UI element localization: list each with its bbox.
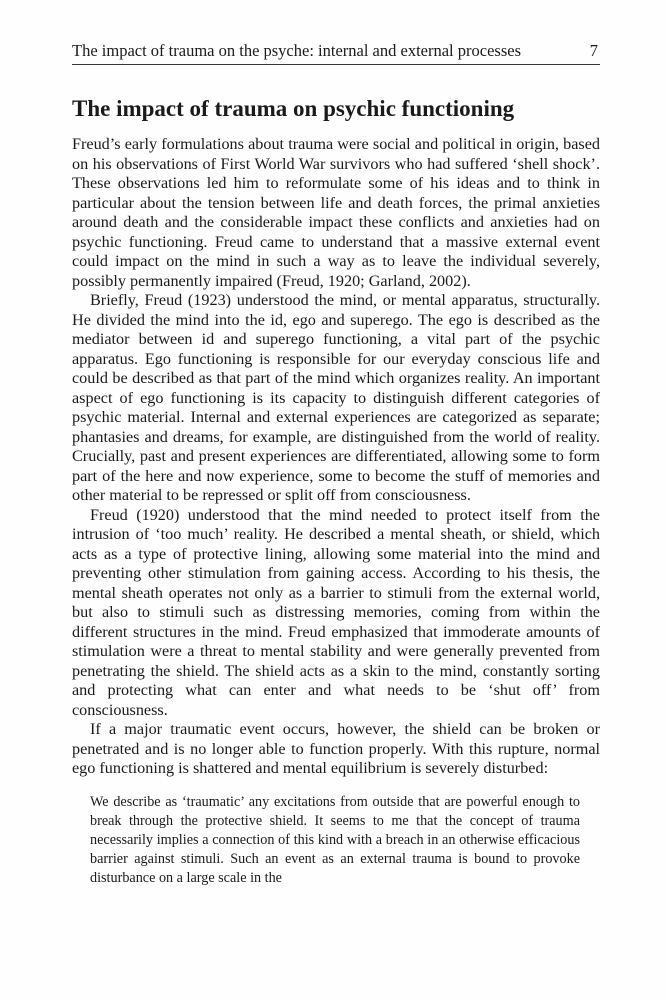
- paragraph-4: If a major traumatic event occurs, however, the shield can be broken or penetrated and is no longer able to function properly. With this rupture, normal ego functioning is shattered and mental equilibrium is severely disturbed:: [72, 720, 600, 777]
- paragraph-3: Freud (1920) understood that the mind needed to protect itself from the intrusion of ‘too much’ reality. He described a mental sheath, or shield, which acts as a type of protective lining, allowing some material into the mind and preventing other stimulation from gaining access. According to his thesis, the mental sheath operates not only as a barrier to stimuli from the external world, but also to stimuli such as distressing memories, coming from within the different structures in the mind. Freud emphasized that immoderate amounts of stimulation were a threat to mental stability and were generally prevented from penetrating the shield. The shield acts as a skin to the mind, constantly sorting and protecting what can enter and what needs to be ‘shut off’ from consciousness.: [72, 505, 600, 719]
- running-header: [72, 40, 600, 62]
- block-quote: We describe as ‘traumatic’ any excitations from outside that are powerful enough to break through the protective shield. It seems to me that the concept of trauma necessarily implies a connection of this kind with a breach in an otherwise efficacious barrier against stimuli. Such an event as an external trauma is bound to provoke disturbance on a large scale in the: [90, 793, 580, 886]
- paragraph-1: Freud’s early formulations about trauma were social and political in origin, based on his observations of First World War survivors who had suffered ‘shell shock’. These observations led him to reformulate some of his ideas and to think in particular about the tension between life and death forces, the primal anxieties around death and the considerable impact these conflicts and anxieties had on psychic functioning. Freud came to understand that a massive external event could impact on the mind in such a way as to leave the individual severely, possibly permanently impaired (Freud, 1920; Garland, 2002).: [72, 135, 600, 290]
- header-rule: [72, 64, 600, 65]
- paragraph-2: Briefly, Freud (1923) understood the mind, or mental apparatus, structurally. He divided the mind into the id, ego and superego. The ego is described as the mediator between id and superego functioning, a vital part of the psychic apparatus. Ego functioning is responsible for our everyday conscious life and could be described as that part of the mind which organizes reality. An important aspect of ego functioning is its capacity to distinguish different categories of psychic material. Internal and external experiences are categorized as separate; phantasies and dreams, for example, are distinguished from the world of reality. Crucially, past and present experiences are differentiated, allowing some to form part of the here and now experience, some to become the stuff of memories and other material to be repressed or split off from consciousness.: [72, 291, 600, 504]
- running-head-title: The impact of trauma on the psyche: internal and external processes: [72, 41, 521, 60]
- body-text: [72, 135, 600, 888]
- page-number: 7: [589, 41, 598, 60]
- section-heading: The impact of trauma on psychic functioning: [72, 96, 515, 121]
